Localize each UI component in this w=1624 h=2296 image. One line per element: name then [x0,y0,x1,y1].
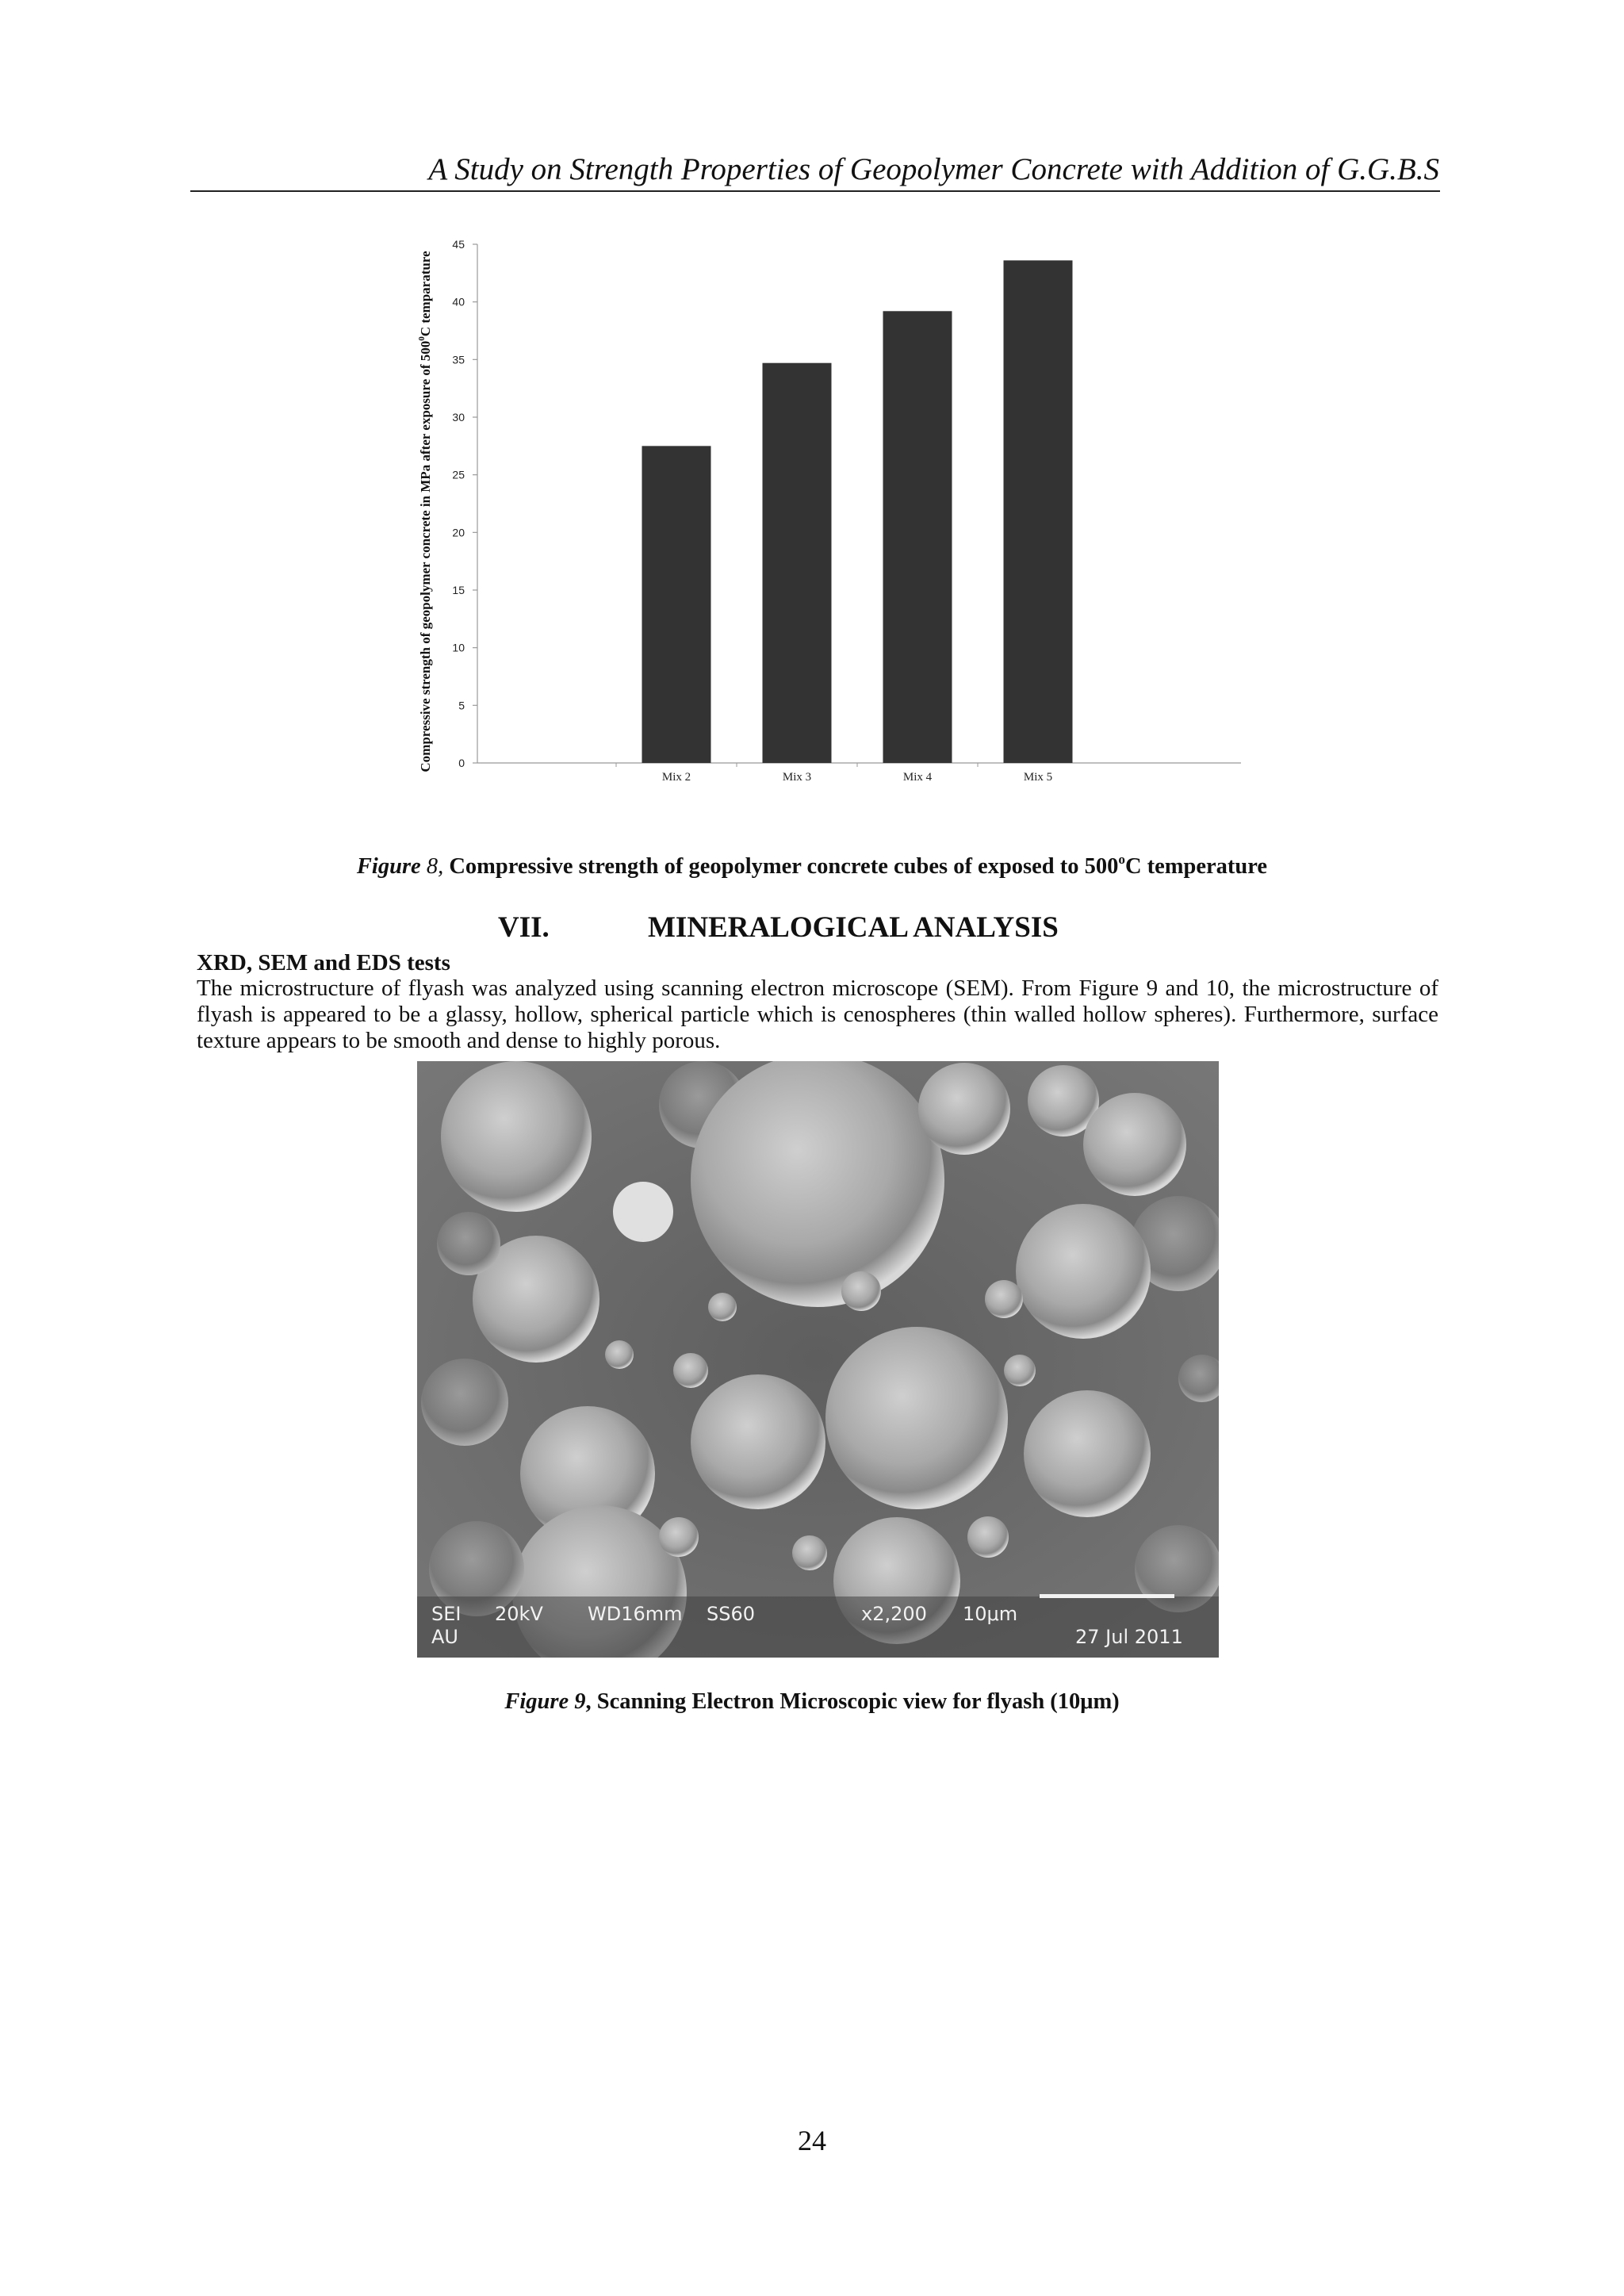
y-axis-label-tail: C temparature [418,251,433,337]
figure8-caption [0,853,1624,881]
figure8-number: 8, [426,854,444,879]
y-tick-label: 45 [452,238,465,251]
y-ticks [452,238,477,769]
x-tick-label: Mix 5 [1023,771,1053,784]
body-paragraph: The microstructure of flyash was analyzed using scanning electron microscope (SEM). From Figure 9 and 10, the microstructure of flyash is appeared to be a glassy, hollow, spherical particle which is cenospheres (thin walled hollow spheres). Furthermore, surface texture appears to be smooth and dense to highly porous. [197,976,1438,1053]
svg-text:Compressive strength of geopol [417,251,433,772]
y-tick-label: 25 [452,468,465,481]
figure9-label: Figure 9 [504,1689,586,1714]
y-tick-label: 35 [452,353,465,366]
y-tick-label: 20 [452,526,465,539]
y-tick-label: 15 [452,584,465,596]
sem-micrograph [417,1061,1219,1658]
x-tick-label: Mix 4 [902,771,933,784]
y-tick-label: 5 [458,699,465,712]
x-tick-label: Mix 2 [661,771,691,784]
y-axis-label [417,251,433,772]
figure8-caption-sup: o [1118,852,1125,868]
y-tick-label: 30 [452,411,465,424]
page-number: 24 [798,2125,826,2156]
section-title: MINERALOGICAL ANALYSIS [648,911,1059,944]
sem-mode-label: SEI [431,1603,462,1625]
bar [763,363,832,763]
sem-voltage-label: 20kV [495,1603,543,1625]
bars [642,260,1073,763]
sem-wd-label: WD16mm [588,1603,683,1625]
section-number: VII. [498,911,550,944]
y-tick-label: 0 [458,757,465,769]
figure8-label: Figure [356,854,421,879]
sem-particles [417,1061,1219,1658]
sem-date-label: 27 Jul 2011 [1075,1626,1183,1648]
figure9-caption [0,1688,1624,1716]
y-tick-label: 40 [452,295,465,309]
bar [642,446,711,763]
y-axis-label-main: Compressive strength of geopolymer concrete in MPa after exposure of 500 [418,340,433,772]
bar-chart [412,222,1245,809]
sem-mag-label: x2,200 [861,1603,927,1625]
y-axis-label-sup: 0 [417,336,427,341]
bar [883,311,952,763]
sem-org-label: AU [431,1626,458,1648]
figure8-caption-text: Compressive strength of geopolymer concrete cubes of exposed to 500 [449,854,1119,879]
figure8-caption-tail: C temperature [1124,854,1268,879]
subheading: XRD, SEM and EDS tests [197,950,450,976]
figure9-caption-text: , Scanning Electron Microscopic view for flyash (10μm) [585,1689,1120,1714]
bar [1004,260,1073,763]
section-heading [0,910,1624,947]
x-tick-label: Mix 3 [782,771,812,784]
y-tick-label: 10 [452,641,465,654]
figure8-chart [412,222,1245,809]
running-header: A Study on Strength Properties of Geopolymer Concrete with Addition of G.G.B.S [428,152,1439,186]
header-rule [190,190,1440,192]
x-tick-labels [616,763,1052,784]
sem-ss-label: SS60 [707,1603,756,1625]
sem-scale-label: 10μm [963,1603,1018,1625]
